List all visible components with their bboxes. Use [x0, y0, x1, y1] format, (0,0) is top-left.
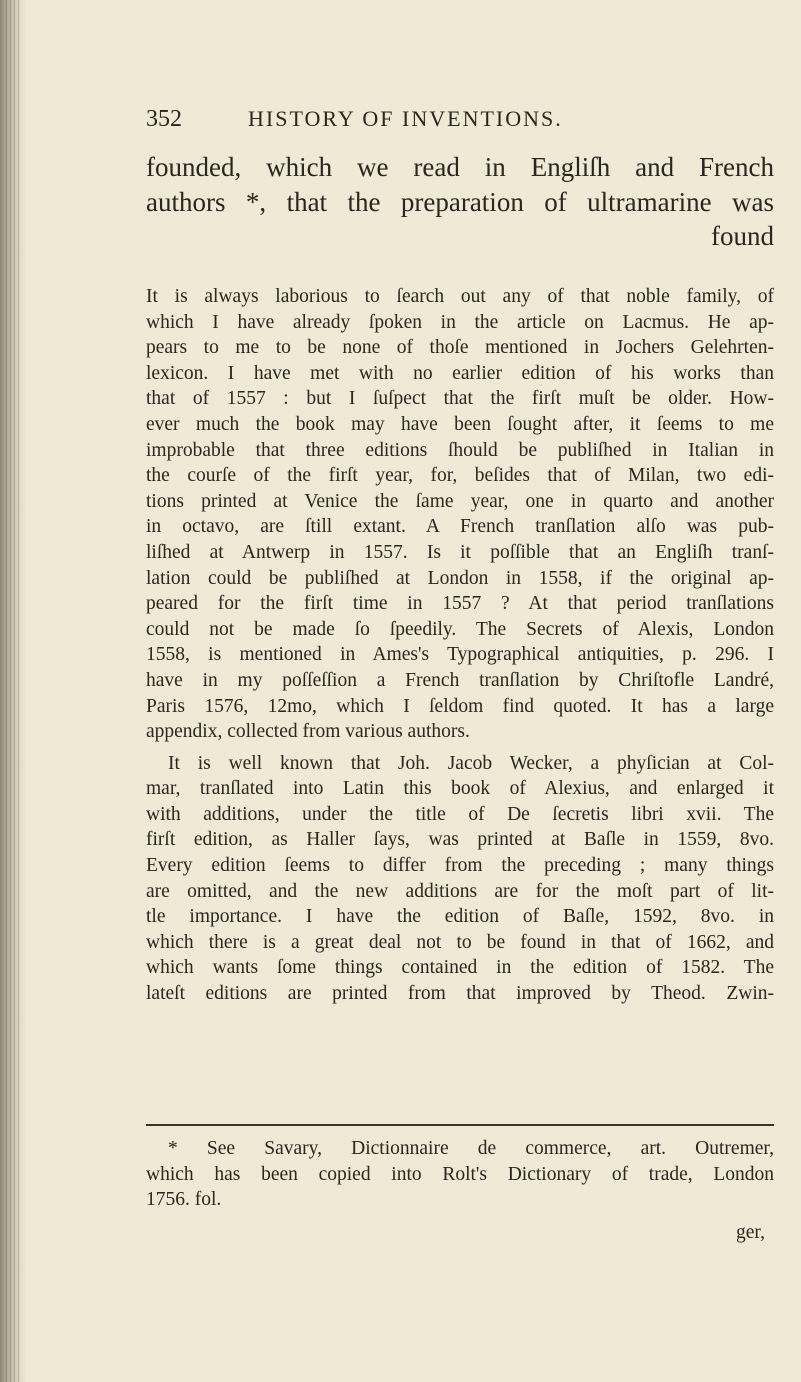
text-line: are omitted, and the new additions are for the moſt part of lit- — [146, 880, 774, 902]
text-line: the courſe of the firſt year, for, beſides that of Milan, two edi- — [146, 465, 774, 487]
text-line: * See Savary, Dictionnaire de commerce, art. Outremer, — [168, 1138, 774, 1159]
text-line: liſhed at Antwerp in 1557. Is it poſſible that an Engliſh tranſ- — [146, 541, 774, 563]
note-text — [146, 284, 774, 1007]
footnote — [146, 1136, 774, 1213]
text-line: which wants ſome things contained in the edition of 1582. The — [146, 957, 774, 979]
text-line: Paris 1576, 12mo, which I ſeldom find quoted. It has a large — [146, 695, 774, 717]
text-line: lation could be publiſhed at London in 1558, if the original ap- — [146, 567, 774, 589]
text-line: firſt edition, as Haller ſays, was printed at Baſle in 1559, 8vo. — [146, 829, 774, 851]
text-line: with additions, under the title of De ſecretis libri xvii. The — [146, 803, 774, 825]
paragraph-2 — [146, 751, 774, 1007]
text-line: ever much the book may have been ſought after, it ſeems to me — [146, 413, 774, 435]
text-line: tions printed at Venice the ſame year, one in quarto and another — [146, 490, 774, 512]
text-line: in octavo, are ſtill extant. A French tranſlation alſo was pub- — [146, 516, 774, 538]
text-line: 1756. fol. — [146, 1189, 222, 1211]
text-line: have in my poſſeſſion a French tranſlation by Chriſtofle Landré, — [146, 669, 774, 691]
text-line: pears to me to be none of thoſe mentioned in Jochers Gelehrten- — [146, 337, 774, 359]
paragraph-1 — [146, 284, 774, 745]
text-line: which there is a great deal not to be found in that of 1662, and — [146, 931, 774, 953]
text-line: peared for the firſt time in 1557 ? At that period tranſlations — [146, 593, 774, 615]
page-number: 352 — [146, 106, 182, 132]
catchword: ger, — [736, 1222, 765, 1243]
text-line: 1558, is mentioned in Ames's Typographical antiquities, p. 296. I — [146, 644, 774, 666]
text-line: Every edition ſeems to differ from the preceding ; many things — [146, 855, 774, 877]
text-line: found — [711, 221, 774, 251]
text-line: lexicon. I have met with no earlier edition of his works than — [146, 362, 774, 384]
text-line: which has been copied into Rolt's Dictionary of trade, London — [146, 1163, 774, 1185]
text-line: could not be made ſo ſpeedily. The Secrets of Alexis, London — [146, 618, 774, 640]
text-line: that of 1557 : but I ſuſpect that the firſt muſt be older. How- — [146, 388, 774, 410]
text-line: improbable that three editions ſhould be publiſhed in Italian in — [146, 439, 774, 461]
text-line: lateſt editions are printed from that improved by Theod. Zwin- — [146, 983, 774, 1005]
continuation-paragraph — [146, 150, 774, 254]
text-line: appendix, collected from various authors. — [146, 721, 470, 743]
text-line: tle importance. I have the edition of Baſle, 1592, 8vo. in — [146, 906, 774, 928]
running-header — [146, 106, 774, 134]
text-line: mar, tranſlated into Latin this book of Alexius, and enlarged it — [146, 778, 774, 800]
text-line: authors *, that the preparation of ultramarine was — [146, 186, 774, 217]
footnote-rule — [146, 1124, 774, 1126]
text-line: founded, which we read in Engliſh and French — [146, 152, 774, 182]
running-title: HISTORY OF INVENTIONS. — [248, 106, 563, 131]
text-line: It is always laborious to ſearch out any of that noble family, of — [146, 286, 774, 307]
binding-texture — [6, 0, 20, 1382]
text-line: It is well known that Joh. Jacob Wecker, a phyſician at Col- — [168, 752, 774, 774]
text-line: which I have already ſpoken in the article on Lacmus. He ap- — [146, 311, 774, 333]
